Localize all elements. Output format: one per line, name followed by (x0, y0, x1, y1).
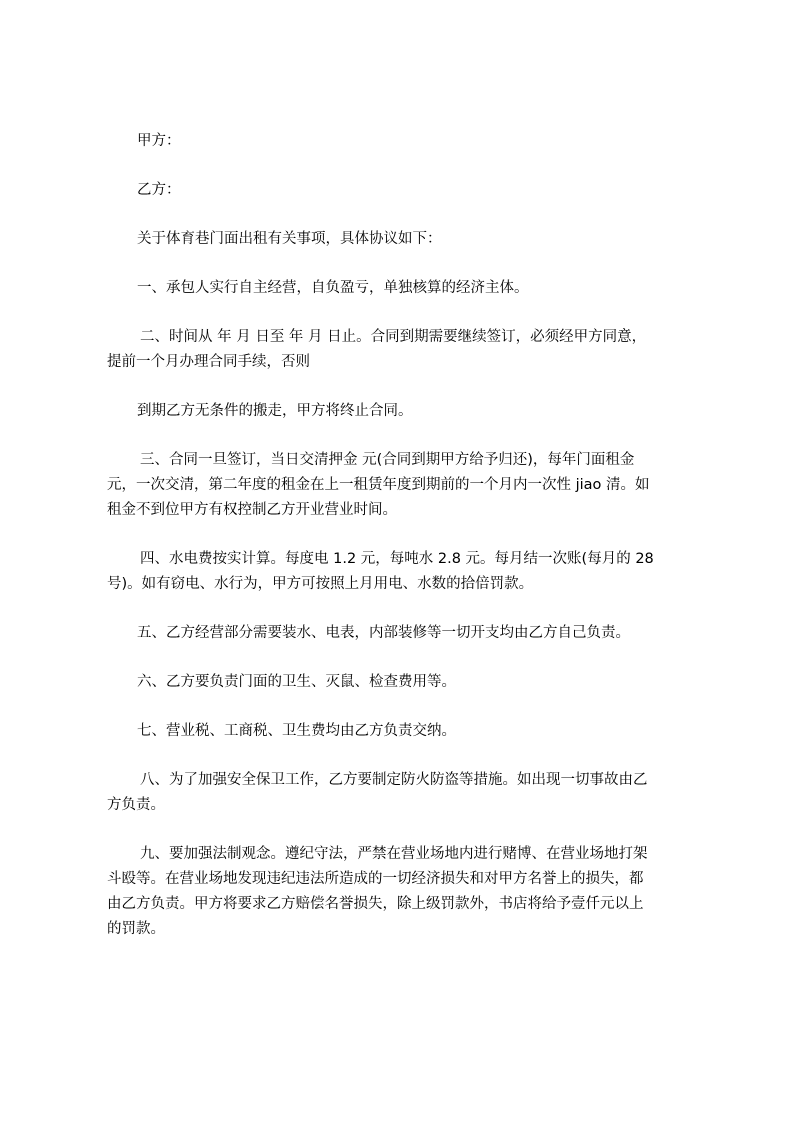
clause-3-paragraph (107, 448, 697, 523)
party-a-label: 甲方： (137, 133, 181, 149)
clause-6-text: 六、乙方要负责门面的卫生、灭鼠、检查费用等。 (137, 674, 456, 690)
clause-1-text: 一、承包人实行自主经营，自负盈亏，单独核算的经济主体。 (137, 280, 529, 296)
clause-3-line-1: 三、合同一旦签订，当日交清押金 元(合同到期甲方给予归还)，每年门面租金 (140, 452, 635, 468)
clause-9-line-3: 由乙方负责。甲方将要求乙方赔偿名誉损失，除上级罚款外，书店将给予壹仟元以上 (107, 896, 644, 912)
clause-2-continuation (107, 399, 697, 424)
clause-4-line-1: 四、水电费按实计算。每度电 1.2 元，每吨水 2.8 元。每月结一次账(每月的 28 (140, 551, 654, 567)
clause-6-paragraph (107, 670, 697, 695)
clause-8-paragraph (107, 768, 697, 818)
clause-7-paragraph (107, 719, 697, 744)
clause-4-line-2: 号)。如有窃电、水行为，甲方可按照上月用电、水数的拾倍罚款。 (107, 576, 534, 592)
clause-9-line-1: 九、要加强法制观念。遵纪守法，严禁在营业场地内进行赌博、在营业场地打架 (140, 846, 648, 862)
clause-4-paragraph (107, 547, 697, 597)
clause-3-line-2: 元，一次交清，第二年度的租金在上一租赁年度到期前的一个月内一次性 jiao 清。如 (107, 477, 650, 493)
clause-9-line-4: 的罚款。 (107, 921, 165, 937)
clause-9-line-2: 斗殴等。在营业场地发现违纪违法所造成的一切经济损失和对甲方名誉上的损失，都 (107, 871, 644, 887)
clause-2-cont-text: 到期乙方无条件的搬走，甲方将终止合同。 (137, 403, 413, 419)
clause-2-line-1: 二、时间从 年 月 日至 年 月 日止。合同到期需要继续签订，必须经甲方同意， (140, 329, 647, 345)
clause-7-text: 七、营业税、工商税、卫生费均由乙方负责交纳。 (137, 723, 456, 739)
clause-2-line-2: 提前一个月办理合同手续，否则 (107, 354, 310, 370)
clause-5-text: 五、乙方经营部分需要装水、电表，内部装修等一切开支均由乙方自己负责。 (137, 625, 630, 641)
contract-body (107, 129, 697, 966)
party-a-line (107, 129, 697, 154)
party-b-label: 乙方： (137, 182, 181, 198)
clause-9-paragraph (107, 842, 697, 942)
clause-3-line-3: 租金不到位甲方有权控制乙方开业营业时间。 (107, 502, 397, 518)
clause-8-line-2: 方负责。 (107, 797, 165, 813)
clause-8-line-1: 八、为了加强安全保卫工作，乙方要制定防火防盗等措施。如出现一切事故由乙 (140, 772, 648, 788)
intro-paragraph (107, 227, 697, 252)
party-b-line (107, 178, 697, 203)
intro-text: 关于体育巷门面出租有关事项，具体协议如下： (137, 231, 442, 247)
clause-2-paragraph (107, 325, 697, 375)
clause-1-paragraph (107, 276, 697, 301)
clause-5-paragraph (107, 621, 697, 646)
